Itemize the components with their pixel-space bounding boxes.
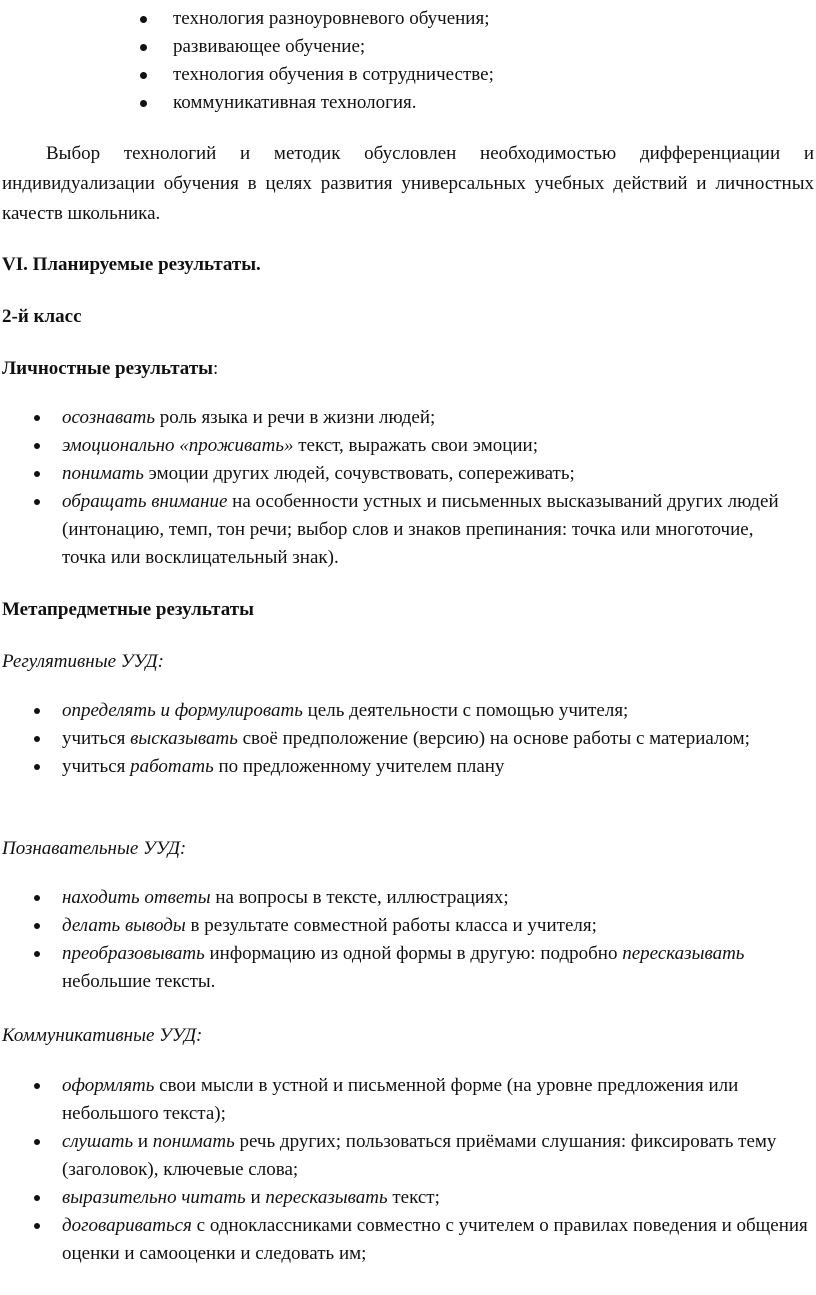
- list-item: [0, 460, 800, 488]
- bullet-icon: [34, 1083, 40, 1089]
- bullet-icon: [140, 72, 147, 79]
- bullet-icon: [34, 1139, 40, 1145]
- emphasis: понимать: [62, 463, 144, 484]
- list-item-text: технология разноуровневого обучения;: [173, 8, 490, 29]
- bullet-icon: [34, 923, 40, 929]
- bullet-icon: [34, 895, 40, 901]
- list-item-text: в результате совместной работы класса и учителя;: [185, 915, 597, 936]
- list-item-text: по предложенному учителем плану: [213, 756, 505, 777]
- list-item-text: с одноклассниками совместно с учителем о правилах поведения и общения оценки и самооценки и следовать им;: [62, 1215, 808, 1264]
- regulative-heading: Регулятивные УУД:: [2, 651, 164, 672]
- emphasis: эмоционально «проживать»: [62, 435, 294, 456]
- list-item-text: небольшие тексты.: [62, 971, 216, 992]
- choice-paragraph: Выбор технологий и методик обусловлен необходимостью дифференциации и индивидуализации обучения в целях развития универсальных учебных действий и личностных качеств школьника.: [2, 143, 814, 224]
- list-item: [0, 1212, 812, 1268]
- list-item: [0, 725, 780, 753]
- list-item-text: и: [245, 1187, 266, 1208]
- emphasis: определять и формулировать: [62, 700, 303, 721]
- grade-heading: 2-й класс: [2, 306, 82, 327]
- list-item: [0, 1184, 812, 1212]
- bullet-icon: [140, 100, 147, 107]
- emphasis: находить ответы: [62, 887, 211, 908]
- list-item: [0, 1128, 812, 1184]
- emphasis: высказывать: [130, 728, 238, 749]
- list-item: [0, 1072, 812, 1128]
- list-item-text: своё предположение (версию) на основе работы с материалом;: [237, 728, 750, 749]
- communicative-heading: Коммуникативные УУД:: [2, 1025, 203, 1046]
- bullet-icon: [34, 1195, 40, 1201]
- bullet-icon: [34, 443, 40, 449]
- list-item: [140, 33, 780, 61]
- list-item-text: и: [133, 1131, 153, 1152]
- list-item: [0, 884, 760, 912]
- list-item-text: на особенности устных и письменных высказываний других людей (интонацию, темп, тон речи; выбор слов и знаков препинания: точка или многоточие, точка или восклицательный знак).: [62, 491, 779, 568]
- cognitive-list: [0, 884, 760, 996]
- list-item-text: на вопросы в тексте, иллюстрациях;: [210, 887, 509, 908]
- technology-list: [140, 5, 780, 117]
- list-item: [0, 488, 802, 572]
- meta-results-heading: Метапредметные результаты: [2, 599, 254, 620]
- list-item-text: учиться: [62, 756, 131, 777]
- emphasis: оформлять: [62, 1075, 155, 1096]
- bullet-icon: [140, 44, 147, 51]
- bullet-icon: [34, 1223, 40, 1229]
- list-item-text: технология обучения в сотрудничестве;: [173, 64, 494, 85]
- emphasis: делать выводы: [62, 915, 186, 936]
- bullet-icon: [34, 471, 40, 477]
- list-item-text: информацию из одной формы в другую: подробно: [204, 943, 623, 964]
- list-item-text: текст, выражать свои эмоции;: [293, 435, 538, 456]
- list-item: [140, 61, 780, 89]
- bullet-icon: [34, 499, 40, 505]
- list-item-text: коммуникативная технология.: [173, 92, 417, 113]
- list-item: [0, 753, 780, 781]
- emphasis: обращать внимание: [62, 491, 228, 512]
- list-item-text: роль языка и речи в жизни людей;: [155, 407, 436, 428]
- bullet-icon: [34, 951, 40, 957]
- list-item-text: текст;: [387, 1187, 440, 1208]
- list-item: [0, 912, 760, 940]
- personal-results-heading: [2, 355, 218, 383]
- section-title: VI. Планируемые результаты.: [2, 254, 261, 275]
- emphasis: понимать: [152, 1131, 235, 1152]
- list-item: [0, 697, 780, 725]
- emphasis: слушать: [62, 1131, 134, 1152]
- list-item-text: речь других; пользоваться приёмами слушания: фиксировать тему (заголовок), ключевые слова;: [62, 1131, 777, 1180]
- list-item-text: эмоции других людей, сочувствовать, сопереживать;: [143, 463, 575, 484]
- cognitive-heading: Познавательные УУД:: [2, 838, 187, 859]
- list-item: [0, 432, 800, 460]
- emphasis: преобразовывать: [62, 943, 205, 964]
- list-item: [140, 5, 780, 33]
- emphasis: выразительно читать: [62, 1187, 246, 1208]
- communicative-list: [0, 1072, 812, 1268]
- list-item: [0, 940, 760, 996]
- regulative-list: [0, 697, 780, 781]
- list-item-text: развивающее обучение;: [173, 36, 366, 57]
- list-item: [140, 89, 780, 117]
- bullet-icon: [34, 415, 40, 421]
- bullet-icon: [140, 16, 147, 23]
- emphasis: договариваться: [62, 1215, 192, 1236]
- list-item-text: учиться: [62, 728, 131, 749]
- list-item: [0, 404, 800, 432]
- bullet-icon: [34, 736, 40, 742]
- list-item-text: свои мысли в устной и письменной форме (на уровне предложения или небольшого текста);: [62, 1075, 739, 1124]
- emphasis: пересказывать: [265, 1187, 388, 1208]
- bullet-icon: [34, 708, 40, 714]
- colon: :: [213, 358, 219, 379]
- list-item-text: цель деятельности с помощью учителя;: [302, 700, 629, 721]
- emphasis: осознавать: [62, 407, 156, 428]
- emphasis: пересказывать: [622, 943, 745, 964]
- personal-results-list: [0, 404, 800, 572]
- emphasis: работать: [130, 756, 214, 777]
- bullet-icon: [34, 764, 40, 770]
- personal-results-title: Личностные результаты: [2, 358, 213, 379]
